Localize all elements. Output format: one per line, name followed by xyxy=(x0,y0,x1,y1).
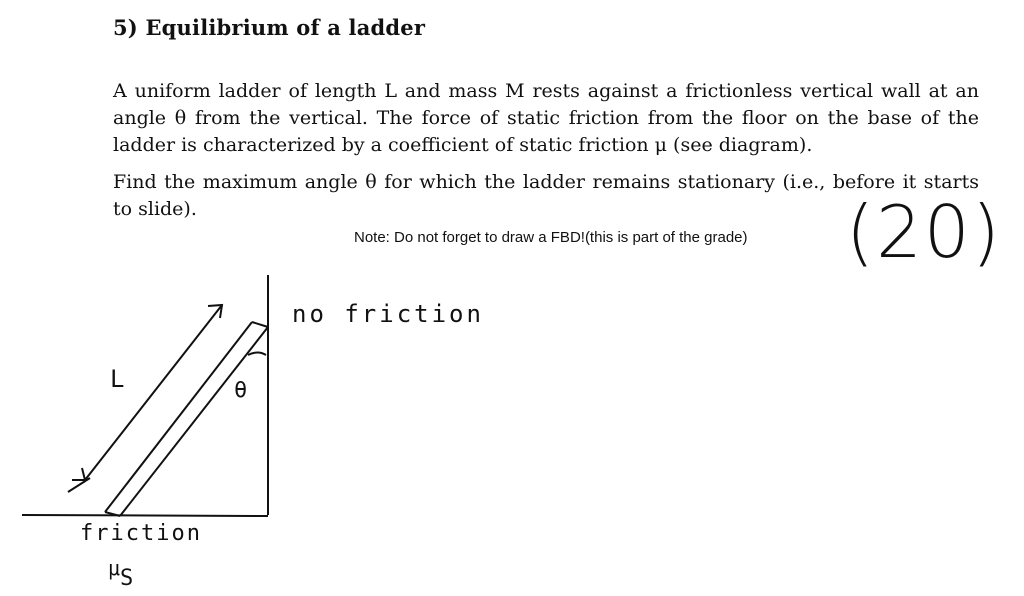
mu-symbol: μ xyxy=(108,556,121,580)
angle-label: θ xyxy=(234,378,248,403)
length-label: L xyxy=(110,365,125,393)
points-value: (20) xyxy=(846,190,1002,274)
friction-coefficient-label xyxy=(108,556,133,591)
floor-line xyxy=(22,515,268,516)
angle-arc xyxy=(248,353,266,356)
problem-description: A uniform ladder of length L and mass M rests against a frictionless vertical wall at an angle θ from the vertical. The force of static friction from the floor on the base of the ladder is characterized by a coefficient of static friction μ (see diagram). xyxy=(113,80,979,156)
problem-title: 5) Equilibrium of a ladder xyxy=(113,15,426,40)
mu-subscript: S xyxy=(120,566,134,591)
problem-question: Find the maximum angle θ for which the ladder remains stationary (i.e., before it starts to slide). xyxy=(113,171,979,220)
length-arrow xyxy=(68,305,222,492)
wall-friction-label: no friction xyxy=(292,300,484,328)
fbd-note: Note: Do not forget to draw a FBD!(this is part of the grade) xyxy=(354,229,748,246)
floor-friction-label: friction xyxy=(80,521,202,546)
